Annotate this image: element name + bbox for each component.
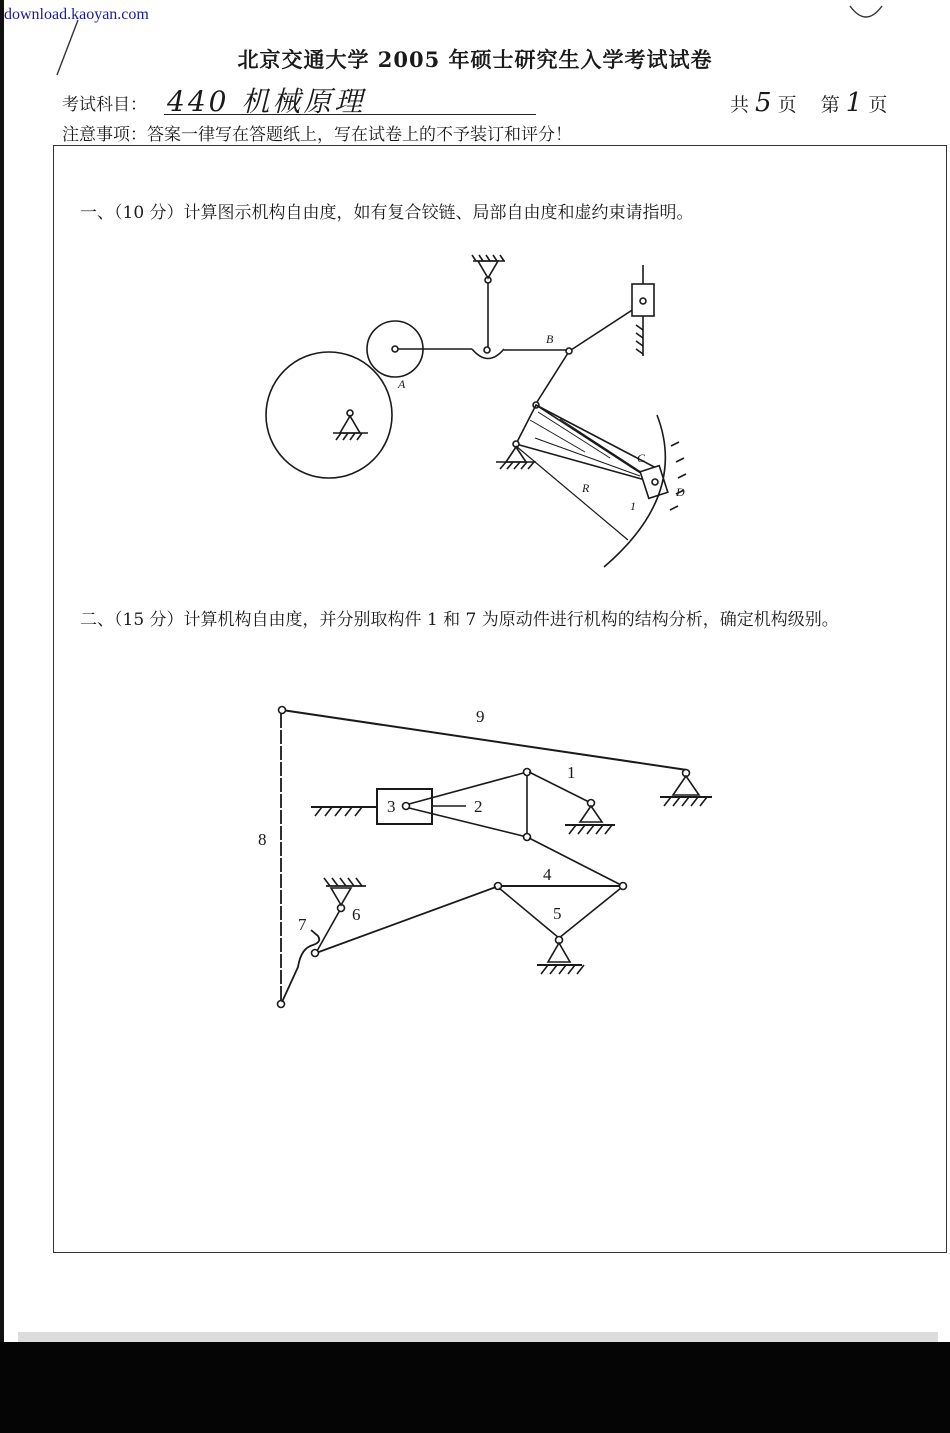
label-link-4: 4 — [543, 865, 552, 884]
label-R: R — [582, 481, 590, 495]
fixed-support-icon — [340, 416, 360, 433]
label-D: D — [676, 485, 685, 499]
figure-2-mechanism — [278, 707, 713, 1008]
page-current-label: 第 — [820, 94, 840, 116]
scan-mark — [57, 20, 78, 75]
figure-1-mechanism — [266, 255, 686, 567]
label-link-7: 7 — [298, 915, 307, 934]
label-link-8: 8 — [258, 830, 267, 849]
label-link-9: 9 — [476, 707, 485, 726]
pages-unit: 页 — [777, 94, 797, 116]
top-support-icon — [478, 261, 498, 278]
label-link-6: 6 — [352, 905, 361, 924]
exam-title: 北京交通大学 2005 年硕士研究生入学考试试卷 — [237, 47, 713, 72]
question-2: 二、（15 分）计算机构自由度，并分别取构件 1 和 7 为原动件进行机构的结构分析，确定机构级别。 — [80, 610, 839, 630]
subject-value: 440 机械原理 — [167, 85, 366, 118]
label-link-3: 3 — [387, 797, 396, 816]
large-gear — [266, 352, 392, 478]
label-C: C — [637, 451, 646, 465]
label-B: B — [546, 332, 554, 346]
scan-background — [0, 1342, 950, 1433]
triangular-link — [516, 405, 656, 483]
question-1: 一、（10 分）计算图示机构自由度，如有复合铰链、局部自由度和虚约束请指明。 — [80, 203, 694, 223]
label-A: A — [398, 377, 406, 391]
label-link-1: 1 — [567, 763, 576, 782]
scan-mark-2 — [850, 6, 882, 17]
label-link-5: 5 — [553, 904, 562, 923]
pages-total: 5 — [755, 88, 772, 118]
notice: 注意事项：答案一律写在答题纸上，写在试卷上的不予装订和评分！ — [62, 125, 572, 145]
label-link-2: 2 — [474, 797, 483, 816]
label-1: 1 — [630, 499, 636, 513]
subject-label: 考试科目： — [62, 95, 147, 115]
pages-total-label: 共 — [730, 94, 750, 116]
watermark: download.kaoyan.com — [4, 6, 149, 23]
page-current: 1 — [845, 88, 863, 118]
page-unit: 页 — [868, 94, 888, 116]
